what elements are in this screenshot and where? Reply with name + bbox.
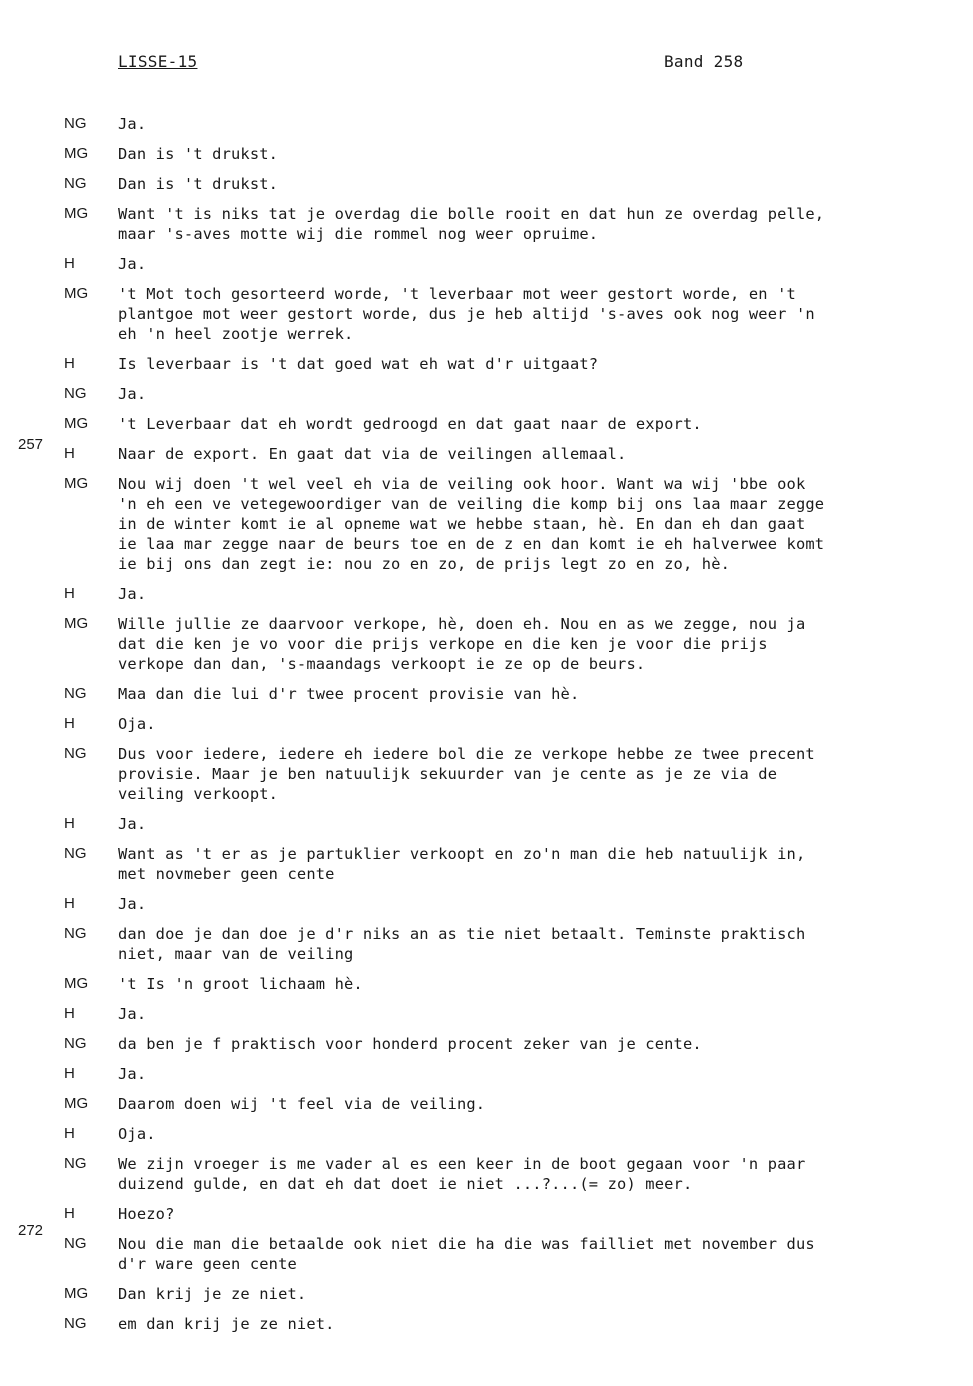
speaker-label: MG (64, 205, 89, 222)
turn (0, 684, 973, 714)
speaker-label: MG (64, 415, 89, 432)
margin-counter: 272 (18, 1222, 44, 1239)
speaker-label: H (64, 815, 75, 832)
turn (0, 1284, 973, 1314)
turn (0, 584, 973, 614)
speaker-label: NG (64, 1315, 87, 1332)
speaker-label: NG (64, 745, 87, 762)
turn (0, 1234, 973, 1284)
document-id: LISSE-15 (118, 52, 198, 71)
utterance: Ja. (118, 585, 147, 603)
utterance: dan doe je dan doe je d'r niks an as tie niet betaalt. Teminste praktisch niet, maar van de veiling (118, 925, 806, 963)
utterance: Ja. (118, 1065, 147, 1083)
turn (0, 1204, 973, 1234)
turn (0, 974, 973, 1004)
turn (0, 614, 973, 684)
speaker-label: H (64, 895, 75, 912)
utterance: Ja. (118, 255, 147, 273)
turn (0, 1004, 973, 1034)
speaker-label: MG (64, 285, 89, 302)
utterance: em dan krij je ze niet. (118, 1315, 335, 1333)
speaker-label: MG (64, 145, 89, 162)
utterance: 't Leverbaar dat eh wordt gedroogd en dat gaat naar de export. (118, 415, 702, 433)
utterance: Ja. (118, 1005, 147, 1023)
utterance: Daarom doen wij 't feel via de veiling. (118, 1095, 486, 1113)
turn (0, 384, 973, 414)
turn (0, 1154, 973, 1204)
speaker-label: NG (64, 1235, 87, 1252)
utterance: Maa dan die lui d'r twee procent provisie van hè. (118, 685, 580, 703)
turn (0, 714, 973, 744)
utterance: 't Mot toch gesorteerd worde, 't leverbaar mot weer gestort worde, en 't plantgoe mot weer gestort worde, dus je heb altijd 's-aves ook nog weer 'n eh 'n heel zootje werrek. (118, 285, 815, 343)
turn (0, 1314, 973, 1344)
utterance: da ben je f praktisch voor honderd procent zeker van je cente. (118, 1035, 702, 1053)
utterance: Ja. (118, 385, 147, 403)
turn (0, 1034, 973, 1064)
utterance: Want as 't er as je partuklier verkoopt en zo'n man die heb natuulijk in, met novmeber geen cente (118, 845, 806, 883)
speaker-label: NG (64, 115, 87, 132)
turn (0, 1064, 973, 1094)
turn (0, 174, 973, 204)
tape-number: Band 258 (664, 52, 744, 71)
speaker-label: H (64, 255, 75, 272)
utterance: Nou die man die betaalde ook niet die ha die was failliet met november dus d'r ware geen cente (118, 1235, 815, 1273)
turn (0, 114, 973, 144)
speaker-label: H (64, 1205, 75, 1222)
margin-counter: 257 (18, 436, 44, 453)
turn (0, 1124, 973, 1154)
utterance: Is leverbaar is 't dat goed wat eh wat d'r uitgaat? (118, 355, 599, 373)
turn (0, 894, 973, 924)
speaker-label: MG (64, 975, 89, 992)
utterance: Oja. (118, 1125, 156, 1143)
speaker-label: NG (64, 925, 87, 942)
turn (0, 744, 973, 814)
speaker-label: H (64, 585, 75, 602)
turn (0, 204, 973, 254)
speaker-label: NG (64, 685, 87, 702)
turn (0, 844, 973, 894)
utterance: Dan is 't drukst. (118, 145, 279, 163)
speaker-label: NG (64, 175, 87, 192)
utterance: Dan is 't drukst. (118, 175, 279, 193)
turn (0, 254, 973, 284)
utterance: Oja. (118, 715, 156, 733)
utterance: 't Is 'n groot lichaam hè. (118, 975, 363, 993)
speaker-label: MG (64, 1285, 89, 1302)
turn (0, 354, 973, 384)
speaker-label: H (64, 715, 75, 732)
turn (0, 144, 973, 174)
speaker-label: MG (64, 615, 89, 632)
speaker-label: MG (64, 1095, 89, 1112)
turn (0, 924, 973, 974)
utterance: Ja. (118, 815, 147, 833)
turn (0, 814, 973, 844)
speaker-label: H (64, 1005, 75, 1022)
speaker-label: NG (64, 1035, 87, 1052)
speaker-label: H (64, 445, 75, 462)
utterance: Wille jullie ze daarvoor verkope, hè, doen eh. Nou en as we zegge, nou ja dat die ken je vo voor die prijs verkope en die ken je voor die prijs verkope dan dan, 's-maandags verkoopt ie ze op de beurs. (118, 615, 806, 673)
turn (0, 1094, 973, 1124)
utterance: Ja. (118, 115, 147, 133)
utterance: We zijn vroeger is me vader al es een keer in de boot gegaan voor 'n paar duizend gulde, en dat eh dat doet ie niet ...?...(= zo) meer. (118, 1155, 806, 1193)
utterance: Dus voor iedere, iedere eh iedere bol die ze verkope hebbe ze twee precent provisie. Maar je ben natuulijk sekuurder van je cente as je ze via de veiling verkoopt. (118, 745, 815, 803)
utterance: Nou wij doen 't wel veel eh via de veiling ook hoor. Want wa wij 'bbe ook 'n eh een ve vetegewoordiger van de veiling die komp bij ons laa maar zegge in de winter komt ie al opneme wat we hebbe staan, hè. En dan eh dan gaat ie laa mar zegge naar de beurs toe en de z en dan komt ie eh halverwee komt ie bij ons dan zegt ie: nou zo en zo, de prijs legt zo en zo, hè. (118, 475, 825, 573)
speaker-label: NG (64, 1155, 87, 1172)
turn (0, 444, 973, 474)
speaker-label: H (64, 355, 75, 372)
utterance: Naar de export. En gaat dat via de veilingen allemaal. (118, 445, 627, 463)
utterance: Ja. (118, 895, 147, 913)
transcript (0, 114, 973, 1344)
turn (0, 474, 973, 584)
speaker-label: MG (64, 475, 89, 492)
speaker-label: H (64, 1065, 75, 1082)
utterance: Want 't is niks tat je overdag die bolle rooit en dat hun ze overdag pelle, maar 's-aves motte wij die rommel nog weer opruime. (118, 205, 825, 243)
turn (0, 414, 973, 444)
speaker-label: NG (64, 845, 87, 862)
utterance: Hoezo? (118, 1205, 175, 1223)
utterance: Dan krij je ze niet. (118, 1285, 307, 1303)
speaker-label: NG (64, 385, 87, 402)
speaker-label: H (64, 1125, 75, 1142)
turn (0, 284, 973, 354)
